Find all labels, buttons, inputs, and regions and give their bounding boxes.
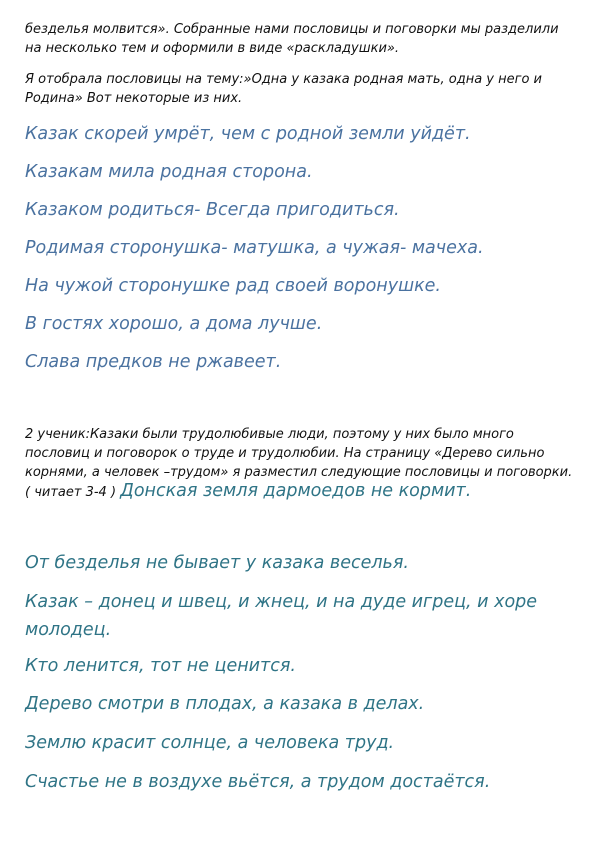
proverb-home-6: В гостях хорошо, а дома лучше.	[25, 314, 323, 334]
intro-paragraph-1: безделья молвится». Собранные нами пословицы и поговорки мы разделили на несколько тем и оформили в виде «раскладушки».	[25, 22, 559, 56]
proverb-work-4: Дерево смотри в плодах, а казака в делах.	[25, 694, 425, 714]
proverb-home-7: Слава предков не ржавеет.	[25, 352, 282, 372]
intro-paragraph-2: Я отобрала пословицы на тему:»Одна у казака родная мать, одна у него и Родина» Вот некоторые из них.	[25, 72, 542, 106]
proverb-work-3: Кто ленится, тот не ценится.	[25, 656, 296, 676]
proverb-work-5: Землю красит солнце, а человека труд.	[25, 733, 395, 753]
proverb-home-2: Казакам мила родная сторона.	[25, 162, 313, 182]
proverb-home-5: На чужой сторонушке рад своей воронушке.	[25, 276, 441, 296]
proverb-work-1: От безделья не бывает у казака веселья.	[25, 553, 409, 573]
proverb-work-6: Счастье не в воздухе вьётся, а трудом достаётся.	[25, 772, 491, 792]
proverb-home-3: Казаком родиться- Всегда пригодиться.	[25, 200, 400, 220]
student-2-intro-text: 2 ученик:Казаки были трудолюбивые люди, поэтому у них было много пословиц и поговорок о труде и трудолюбии. На страницу «Дерево сильно корнями, а человек –трудом» я разместил следующие пословицы и поговорки.( читает 3-4 )	[25, 427, 573, 500]
proverb-work-lead: Донская земля дармоедов не кормит.	[120, 481, 472, 501]
student-2-intro	[25, 425, 573, 502]
proverb-home-4: Родимая сторонушка- матушка, а чужая- мачеха.	[25, 238, 484, 258]
proverb-work-2: Казак – донец и швец, и жнец, и на дуде игрец, и хоре молодец.	[25, 592, 538, 640]
proverb-home-1: Казак скорей умрёт, чем с родной земли уйдёт.	[25, 124, 471, 144]
